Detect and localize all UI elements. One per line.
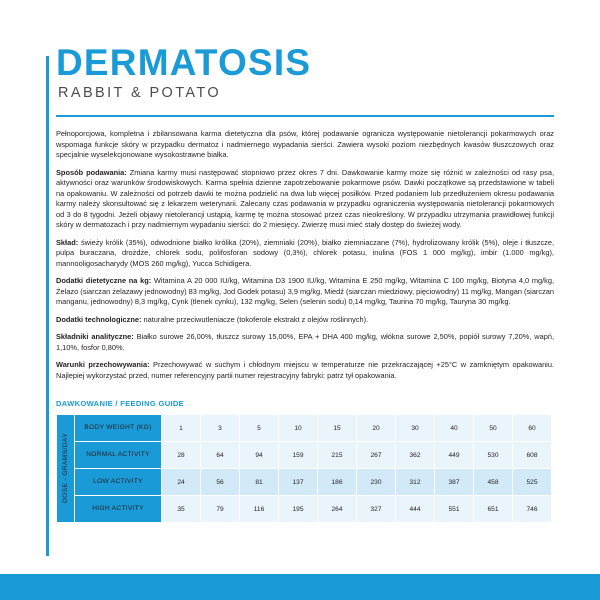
cell: 137 <box>279 469 318 496</box>
cell: 94 <box>240 442 279 469</box>
paragraph-storage-conditions: Warunki przechowywania: Przechowywać w suchym i chłodnym miejscu w temperaturze nie przekraczającej +25°C w zamkniętym opakowaniu. Najlepiej wykorzystać przed, numer referencyjny partii numer rejestracyjny fabryki: patrz tył opakowania. <box>56 360 554 380</box>
cell: 79 <box>201 496 240 523</box>
weight-col-4: 10 <box>279 415 318 442</box>
cell: 81 <box>240 469 279 496</box>
left-accent-rule <box>46 56 49 556</box>
paragraph-dietary-additives: Dodatki dietetyczne na kg: Witamina A 20 000 IU/kg, Witamina D3 1900 IU/kg, Witamina E 250 mg/kg, Witamina C 100 mg/kg, Biotyna 4,0 mg/kg, Żelazo (siarczan żelazawy jednowodny) 83 mg/kg, Jod Godek potasu) 3,9 mg/kg, Miedź (siarczan miedziowy, pięciowodny) 11 mg/kg, Mangan (siarczan manganu, jednowodny) 8,3 mg/kg, Cynk (tlenek cynku), 132 mg/kg, Selen (selenin sodu) 0,14 mg/kg, Taurina 70 mg/kg, Tauryna 30 mg/kg. <box>56 276 554 307</box>
paragraph-feeding-method: Sposób podawania: Zmiana karmy musi następować stopniowo przez okres 7 dni. Dawkowanie karmy może się różnić w zależności od rasy psa, aktywności oraz warunków środowiskowych. Karma spełnia dzienne zapotrzebowanie pokarmowe psów. Dawki początkowe są przedstawione w tabeli na opakowaniu. W zależności od potrzeb dawki te można podzielić na dwa lub więcej posiłków. Przed podaniem lub przedłużeniem okresu podawania karmy należy skonsultować się z lekarzem weterynarii. Zalecany czas podawania w przypadku ograniczenia występowania nietolerancji pokarmowych od 3 do 8 tygodni. Jeżeli objawy nietolerancji ustąpią, karmę tę można stosować przez czas nieokreślony. W przypadku utrzymania prawidłowej funkcji skóry w dermatozach i przy nadmiernym wypadaniu sierści: do 2 miesięcy. Zwierzę musi mieć stały dostęp do świeżej wody. <box>56 167 554 230</box>
paragraph-composition: Skład: świeży królik (35%), odwodnione białko królika (20%), ziemniaki (20%), białko ziemniaczane (7%), hydrolizowany królik (5%), oleje i tłuszcze, pulpa buraczana, drożdże, chlorek sodu, polifosforan sodowy (0,3%), chlorek potasu, inulina (FOS 1 000 mg/kg), imbir (1.000 mg/kg), mannooligosacharydy (MOS 260 mg/kg), Yucca Schidigera. <box>56 237 554 268</box>
label-header <box>56 44 554 117</box>
feeding-guide-heading: DAWKOWANIE / FEEDING GUIDE <box>56 399 185 409</box>
weight-col-5: 15 <box>318 415 357 442</box>
description-block <box>56 129 554 381</box>
cell: 608 <box>513 442 552 469</box>
weight-col-10: 60 <box>513 415 552 442</box>
cell: 327 <box>357 496 396 523</box>
paragraph-technological-additives: Dodatki technologiczne: naturalne przeciwutleniacze (tokoferole ekstrakt z olejów roślinnych). <box>56 314 369 324</box>
weight-col-7: 30 <box>396 415 435 442</box>
feeding-guide-table <box>56 414 552 523</box>
cell: 651 <box>474 496 513 523</box>
table-header-row <box>57 415 552 442</box>
weight-col-9: 50 <box>474 415 513 442</box>
cell: 215 <box>318 442 357 469</box>
cell: 551 <box>435 496 474 523</box>
cell: 230 <box>357 469 396 496</box>
cell: 159 <box>279 442 318 469</box>
cell: 444 <box>396 496 435 523</box>
title-divider <box>56 115 554 117</box>
cell: 387 <box>435 469 474 496</box>
footer-accent-bar <box>0 574 600 600</box>
cell: 267 <box>357 442 396 469</box>
page-title: DERMATOSIS <box>56 42 312 83</box>
weight-col-8: 40 <box>435 415 474 442</box>
weight-col-2: 3 <box>201 415 240 442</box>
cell: 28 <box>162 442 201 469</box>
cell: 449 <box>435 442 474 469</box>
cell: 312 <box>396 469 435 496</box>
row-label-normal-activity: NORMAL ACTIVITY <box>75 442 162 469</box>
cell: 116 <box>240 496 279 523</box>
row-label-low-activity: LOW ACTIVITY <box>75 469 162 496</box>
cell: 64 <box>201 442 240 469</box>
table-row <box>57 469 552 496</box>
page-subtitle: RABBIT & POTATO <box>58 85 222 101</box>
weight-col-3: 5 <box>240 415 279 442</box>
cell: 746 <box>513 496 552 523</box>
cell: 362 <box>396 442 435 469</box>
dose-side-label: DOSE - GRAMS/DAY <box>57 415 75 523</box>
cell: 525 <box>513 469 552 496</box>
body-weight-header: BODY WEIGHT (KG) <box>75 415 162 442</box>
cell: 458 <box>474 469 513 496</box>
cell: 186 <box>318 469 357 496</box>
cell: 56 <box>201 469 240 496</box>
cell: 24 <box>162 469 201 496</box>
paragraph-intro: Pełnoporcjowa, kompletna i zbilansowana karma dietetyczna dla psów, której podawanie ogranicza występowanie nietolerancji pokarmowych oraz wspomaga funkcje skóry w przypadku dermatoz i nadmiernego wypadania sierści. Zawiera wysoki poziom niezbędnych kwasów tłuszczowych oraz specjalnie wyselekcjonowane wysokostrawne białka. <box>56 129 554 160</box>
weight-col-6: 20 <box>357 415 396 442</box>
cell: 35 <box>162 496 201 523</box>
table-row <box>57 496 552 523</box>
weight-col-1: 1 <box>162 415 201 442</box>
table-row <box>57 442 552 469</box>
cell: 530 <box>474 442 513 469</box>
cell: 195 <box>279 496 318 523</box>
cell: 264 <box>318 496 357 523</box>
row-label-high-activity: HIGH ACTIVITY <box>75 496 162 523</box>
paragraph-analytical-constituents: Składniki analityczne: Białko surowe 26,00%, tłuszcz surowy 15,00%, EPA + DHA 400 mg/kg, włókna surowe 2,50%, popiół surowy 7,20%, wapń, 1,10%, fosfor 0,80%. <box>56 332 554 352</box>
